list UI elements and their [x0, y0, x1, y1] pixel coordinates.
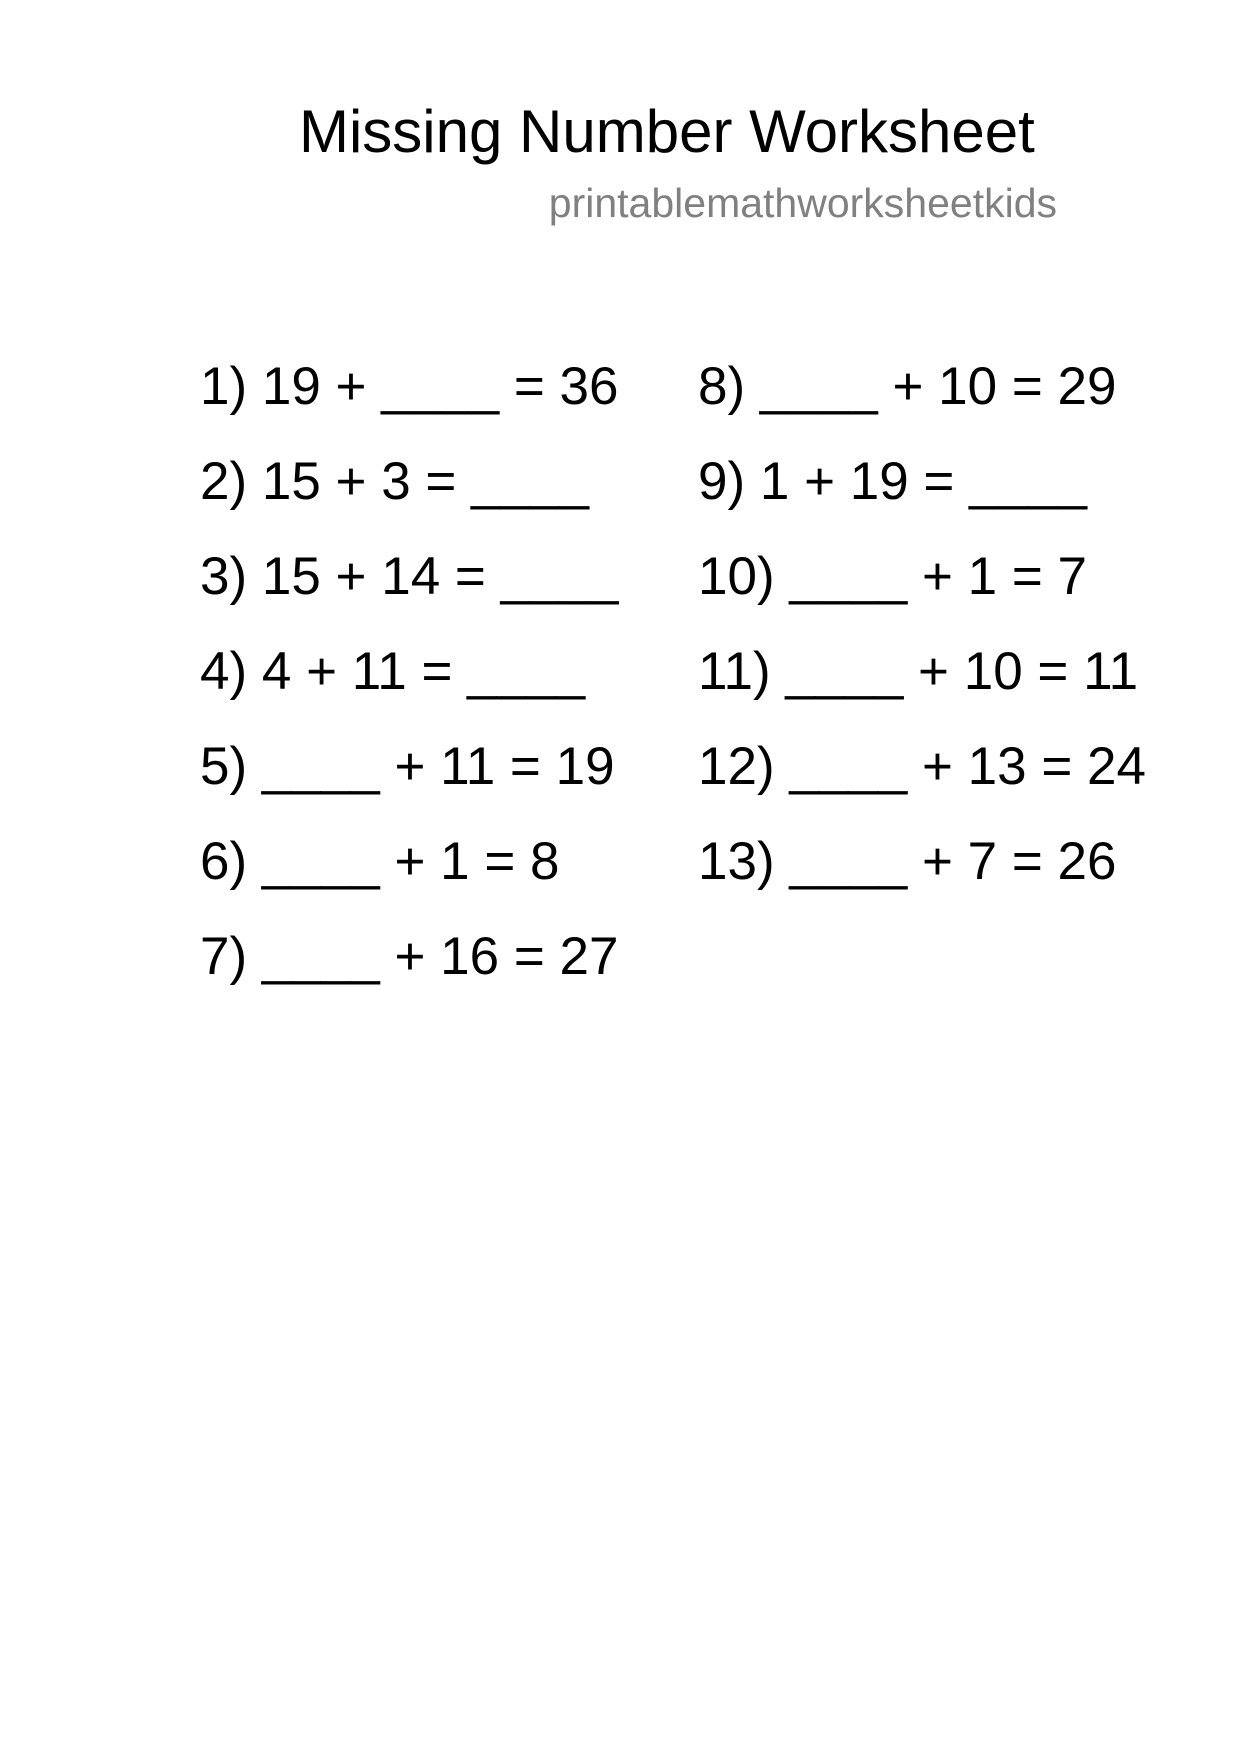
problem-equation: ____ + 1 = 8 — [261, 832, 560, 891]
problem-number: 2) — [200, 452, 248, 511]
problem-4 — [200, 624, 619, 719]
problem-number: 13) — [698, 832, 775, 891]
problems-left-column — [200, 339, 619, 1004]
problem-number: 5) — [200, 737, 248, 796]
problem-7 — [200, 909, 619, 1004]
problem-number: 3) — [200, 547, 248, 606]
worksheet-source: printablemathworksheetkids — [548, 180, 1057, 226]
problem-equation: ____ + 10 = 29 — [759, 357, 1117, 416]
problem-2 — [200, 434, 619, 529]
problem-number: 8) — [698, 357, 746, 416]
problem-number: 7) — [200, 927, 248, 986]
problem-number: 9) — [698, 452, 746, 511]
problem-13 — [698, 814, 1146, 909]
problem-number: 1) — [200, 357, 248, 416]
problem-6 — [200, 814, 619, 909]
problem-equation: ____ + 13 = 24 — [789, 737, 1146, 796]
problem-equation: ____ + 10 = 11 — [785, 642, 1139, 701]
problem-equation: ____ + 16 = 27 — [261, 927, 619, 986]
problem-equation: 19 + ____ = 36 — [261, 357, 619, 416]
problem-8 — [698, 339, 1146, 434]
problem-number: 11) — [698, 642, 771, 701]
worksheet-title: Missing Number Worksheet — [299, 98, 1035, 165]
problem-5 — [200, 719, 619, 814]
problem-number: 10) — [698, 547, 775, 606]
problem-number: 4) — [200, 642, 248, 701]
problem-equation: 4 + 11 = ____ — [261, 642, 586, 701]
problem-3 — [200, 529, 619, 624]
problem-equation: ____ + 1 = 7 — [789, 547, 1088, 606]
problem-equation: 1 + 19 = ____ — [759, 452, 1088, 511]
problem-11 — [698, 624, 1146, 719]
problem-9 — [698, 434, 1146, 529]
problem-1 — [200, 339, 619, 434]
problems-right-column — [698, 339, 1146, 909]
problem-12 — [698, 719, 1146, 814]
problem-number: 6) — [200, 832, 248, 891]
problem-equation: ____ + 11 = 19 — [261, 737, 615, 796]
problem-number: 12) — [698, 737, 775, 796]
problem-equation: 15 + 3 = ____ — [261, 452, 590, 511]
problem-equation: 15 + 14 = ____ — [261, 547, 619, 606]
problem-10 — [698, 529, 1146, 624]
problem-equation: ____ + 7 = 26 — [789, 832, 1117, 891]
